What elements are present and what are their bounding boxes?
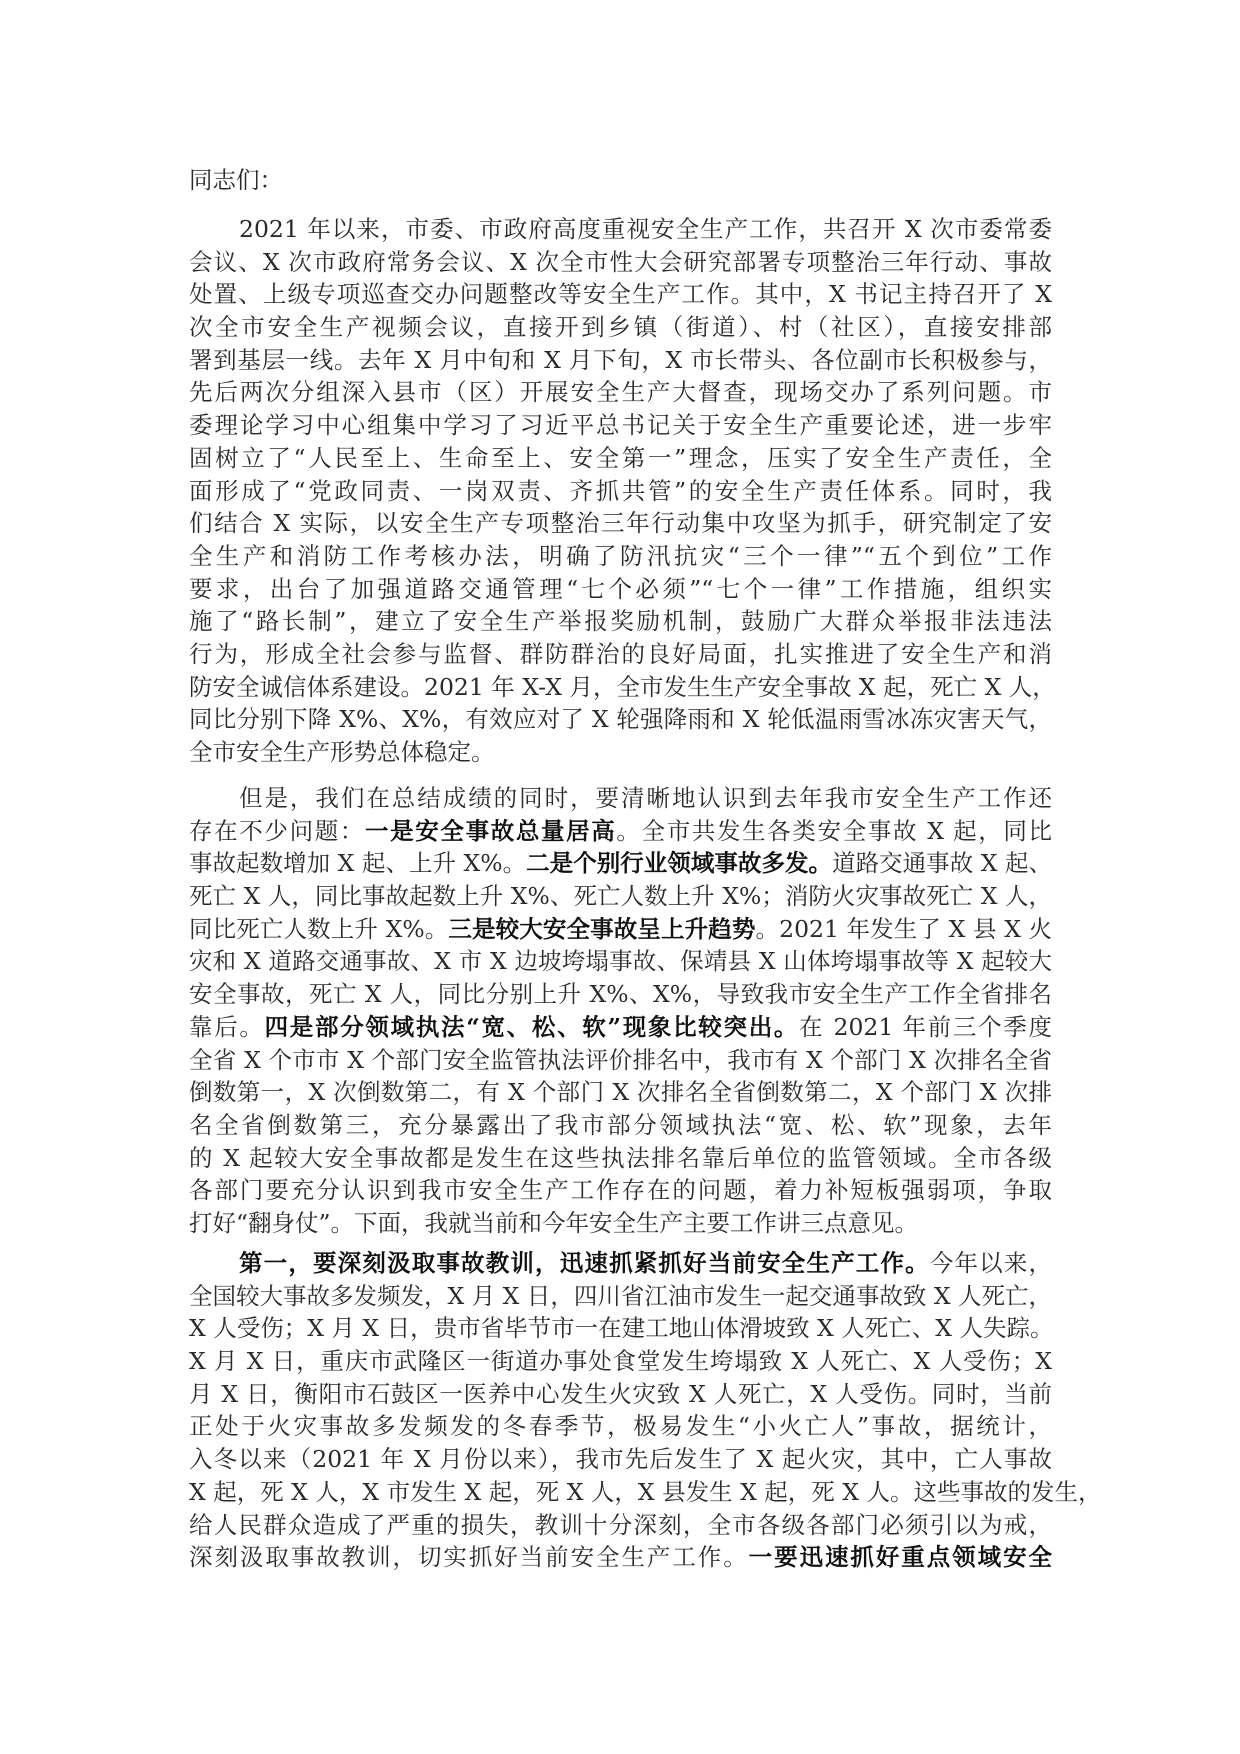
text-run: 委理论学习中心组集中学习了习近平总书记关于安全生产重要论述，进一步牢 bbox=[189, 411, 1052, 440]
text-run: 灾和 X 道路交通事故、X 市 X 边坡垮塌事故、保靖县 X 山体垮塌事故等 X 起较大 bbox=[189, 947, 1052, 976]
text-run: 给人民群众造成了严重的损失，教训十分深刻，全市各级各部门必须引以为戒， bbox=[189, 1510, 1052, 1539]
text-line bbox=[189, 409, 1052, 442]
text-line bbox=[189, 344, 1052, 377]
text-run: 同比死亡人数上升 X%。 bbox=[189, 914, 449, 943]
text-line bbox=[189, 1443, 1052, 1476]
text-run: 全国较大事故多发频发，X 月 X 日，四川省江油市发生一起交通事故致 X 人死亡， bbox=[189, 1281, 1053, 1310]
text-line bbox=[189, 1280, 1052, 1313]
text-line bbox=[189, 278, 1052, 311]
text-line bbox=[189, 1410, 1052, 1443]
text-run: 月 X 日，衡阳市石鼓区一医养中心发生火灾致 X 人死亡，X 人受伤。同时，当前 bbox=[189, 1379, 1052, 1408]
text-line bbox=[189, 1011, 1052, 1044]
text-run: 正处于火灾事故多发频发的冬春季节，极易发生“小火亡人”事故，据统计， bbox=[189, 1412, 1052, 1441]
text-run: 。2021 年发生了 X 县 X 火 bbox=[755, 914, 1053, 943]
text-run: 2021 年以来，市委、市政府高度重视安全生产工作，共召开 X 次市委常委 bbox=[239, 215, 1052, 243]
text-run: 同比分别下降 X%、X%，有效应对了 X 轮强降雨和 X 轮低温雨雪冰冻灾害天气， bbox=[189, 705, 1052, 734]
text-line bbox=[189, 1142, 1052, 1175]
text-line bbox=[189, 703, 1052, 736]
text-run: 次全市安全生产视频会议，直接开到乡镇（街道）、村（社区），直接安排部 bbox=[189, 313, 1052, 342]
paragraph-1 bbox=[189, 213, 1056, 769]
text-run: 存在不少问题： bbox=[189, 816, 365, 845]
paragraph-2 bbox=[189, 782, 1052, 1240]
bold-text-run: 一是安全事故总量居高 bbox=[365, 816, 617, 845]
text-line bbox=[189, 671, 1056, 704]
text-run: 但是，我们在总结成绩的同时，要清晰地认识到去年我市安全生产工作还 bbox=[239, 784, 1052, 812]
text-line bbox=[189, 442, 1052, 475]
text-run: 事故起数增加 X 起、上升 X%。 bbox=[189, 849, 527, 878]
text-run: 全市安全生产形势总体稳定。 bbox=[189, 738, 495, 766]
text-run: 行为，形成全社会参与监督、群防群治的良好局面，扎实推进了安全生产和消 bbox=[189, 639, 1052, 668]
text-line bbox=[189, 945, 1052, 978]
text-run: 安全事故，死亡 X 人，同比分别上升 X%、X%，导致我市安全生产工作全省排名 bbox=[189, 980, 1052, 1009]
text-line bbox=[189, 573, 1052, 606]
bold-text-run: 四是部分领域执法“宽、松、软”现象比较突出。 bbox=[264, 1012, 800, 1041]
text-run: 打好“翻身仗”。下面，我就当前和今年安全生产主要工作讲三点意见。 bbox=[189, 1208, 919, 1237]
text-run: 施了“路长制”，建立了安全生产举报奖励机制，鼓励广大群众举报非法违法 bbox=[189, 607, 1052, 636]
text-line bbox=[189, 1076, 1052, 1109]
text-line bbox=[189, 880, 1052, 913]
text-run: 今年以来， bbox=[929, 1249, 1052, 1277]
text-run: X 起，死 X 人，X 市发生 X 起，死 X 人，X 县发生 X 起，死 X 人。这些事故的发生， bbox=[189, 1477, 1102, 1506]
text-run: 要求，出台了加强道路交通管理“七个必须”“七个一律”工作措施，组织实 bbox=[189, 574, 1052, 603]
text-run: 的 X 起较大安全事故都是发生在这些执法排名靠后单位的监管领域。全市各级 bbox=[189, 1143, 1052, 1172]
text-run: X 月 X 日，重庆市武隆区一街道办事处食堂发生垮塌致 X 人死亡、X 人受伤；X bbox=[189, 1347, 1052, 1376]
text-run: 。全市共发生各类安全事故 X 起，同比 bbox=[616, 816, 1053, 845]
salutation bbox=[189, 164, 1052, 197]
text-line bbox=[189, 1541, 1052, 1574]
text-line bbox=[189, 1174, 1052, 1207]
text-run: 名全省倒数第三，充分暴露出了我市部分领域执法“宽、松、软”现象，去年 bbox=[189, 1110, 1052, 1139]
text-run: X 人受伤；X 月 X 日，贵市省毕节市一在建工地山体滑坡致 X 人死亡、X 人失踪。 bbox=[189, 1314, 1054, 1343]
paragraph-3 bbox=[189, 1247, 1102, 1574]
bold-text-run: 二是个别行业领域事故多发。 bbox=[526, 849, 833, 878]
text-line bbox=[189, 913, 1052, 946]
text-run: 在 2021 年前三个季度 bbox=[799, 1012, 1052, 1041]
text-line bbox=[189, 246, 1052, 279]
salutation-text: 同志们： bbox=[189, 166, 283, 194]
text-run: 处置、上级专项巡查交办问题整改等安全生产工作。其中，X 书记主持召开了 X bbox=[189, 280, 1052, 309]
text-line bbox=[189, 1109, 1052, 1142]
text-line bbox=[189, 1247, 1052, 1280]
text-line bbox=[189, 978, 1052, 1011]
text-line bbox=[189, 815, 1052, 848]
text-line bbox=[189, 605, 1052, 638]
text-run: 入冬以来（2021 年 X 月份以来），我市先后发生了 X 起火灾，其中，亡人事故 bbox=[189, 1445, 1052, 1474]
text-run: 深刻汲取事故教训，切实抓好当前安全生产工作。 bbox=[189, 1543, 749, 1572]
text-run: 署到基层一线。去年 X 月中旬和 X 月下旬，X 市长带头、各位副市长积极参与， bbox=[189, 345, 1052, 374]
text-run: 固树立了“人民至上、生命至上、安全第一”理念，压实了安全生产责任，全 bbox=[189, 443, 1052, 472]
text-line bbox=[189, 1509, 1052, 1542]
text-line bbox=[189, 847, 1052, 880]
text-line bbox=[189, 475, 1052, 508]
text-line bbox=[189, 1378, 1052, 1411]
text-line bbox=[189, 736, 1052, 769]
text-line bbox=[189, 782, 1052, 815]
text-line bbox=[189, 213, 1052, 246]
text-line bbox=[189, 638, 1052, 671]
text-line bbox=[189, 540, 1052, 573]
text-run: 倒数第一，X 次倒数第二，有 X 个部门 X 次排名全省倒数第二，X 个部门 X 次排 bbox=[189, 1078, 1052, 1107]
text-line bbox=[189, 376, 1052, 409]
text-line bbox=[189, 1312, 1052, 1345]
text-line bbox=[189, 1345, 1052, 1378]
text-run: 道路交通事故 X 起、 bbox=[832, 849, 1053, 878]
text-run: 防安全诚信体系建设。2021 年 X-X 月，全市发生生产安全事故 X 起，死亡 X 人， bbox=[189, 672, 1056, 701]
text-run: 会议、X 次市政府常务会议、X 次全市性大会研究部署专项整治三年行动、事故 bbox=[189, 247, 1052, 276]
bold-text-run: 第一，要深刻汲取事故教训，迅速抓紧抓好当前安全生产工作。 bbox=[239, 1249, 930, 1277]
text-line bbox=[189, 507, 1052, 540]
bold-text-run: 一要迅速抓好重点领域安全 bbox=[748, 1543, 1053, 1572]
text-line bbox=[189, 1476, 1102, 1509]
bold-text-run: 三是较大安全事故呈上升趋势 bbox=[448, 914, 756, 943]
text-run: 各部门要充分认识到我市安全生产工作存在的问题，着力补短板强弱项，争取 bbox=[189, 1176, 1052, 1205]
text-run: 全生产和消防工作考核办法，明确了防汛抗灾“三个一律”“五个到位”工作 bbox=[189, 541, 1052, 570]
text-run: 面形成了“党政同责、一岗双责、齐抓共管”的安全生产责任体系。同时，我 bbox=[189, 476, 1052, 505]
text-line bbox=[189, 1044, 1052, 1077]
text-run: 全省 X 个市市 X 个部门安全监管执法评价排名中，我市有 X 个部门 X 次排名全省 bbox=[189, 1045, 1052, 1074]
text-run: 先后两次分组深入县市（区）开展安全生产大督查，现场交办了系列问题。市 bbox=[189, 378, 1052, 407]
text-run: 们结合 X 实际，以安全生产专项整治三年行动集中攻坚为抓手，研究制定了安 bbox=[189, 509, 1052, 538]
text-run: 靠后。 bbox=[189, 1012, 265, 1041]
text-line bbox=[189, 1207, 1052, 1240]
text-line bbox=[189, 311, 1052, 344]
text-run: 死亡 X 人，同比事故起数上升 X%、死亡人数上升 X%；消防火灾事故死亡 X 人， bbox=[189, 882, 1052, 911]
